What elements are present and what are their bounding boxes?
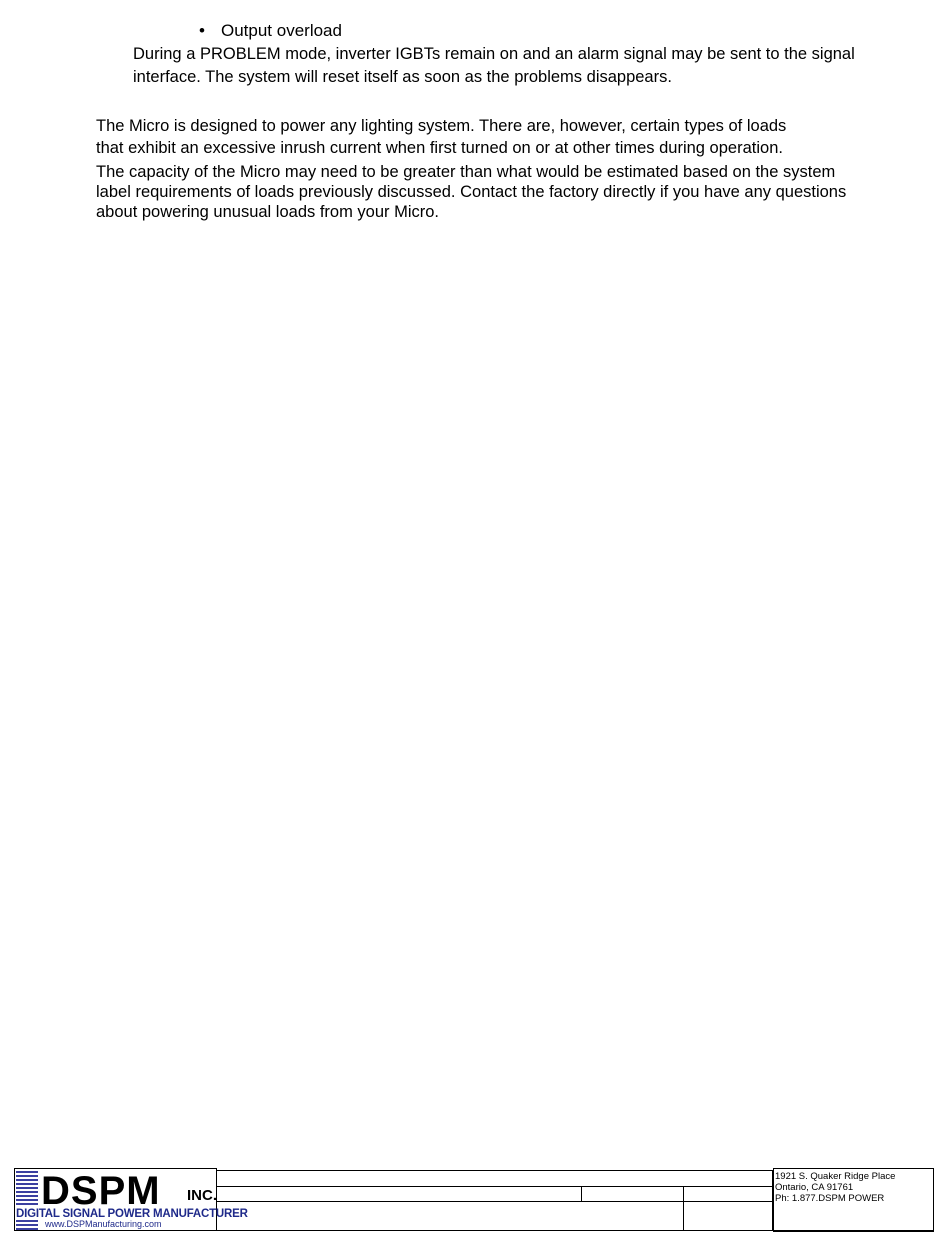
phone-number: Ph: 1.877.DSPM POWER [775,1193,885,1204]
grid-divider [581,1186,582,1201]
bullet-icon: • [199,21,205,40]
problem-mode-paragraph [133,43,855,89]
title-block-grid [216,1170,773,1231]
title-block-footer [14,1168,934,1231]
paragraph-line: about powering unusual loads from your Micro. [96,203,440,221]
logo-inc: INC. [187,1187,217,1204]
paragraph-line: The capacity of the Micro may need to be greater than what would be estimated based on the system [96,163,836,181]
paragraph-line: The Micro is designed to power any lighting system. There are, however, certain types of loads [96,117,787,135]
paragraph-line: interface. The system will reset itself as soon as the problems disappears. [133,68,672,86]
company-address [773,1168,934,1232]
logo-url: www.DSPManufacturing.com [45,1219,162,1229]
logo-stripes-icon [16,1171,38,1207]
grid-divider [216,1201,772,1202]
paragraph-line: that exhibit an excessive inrush current when first turned on or at other times during operation. [96,139,783,157]
grid-divider [683,1186,684,1230]
company-logo [14,1168,248,1231]
logo-wordmark: DSPM [41,1169,161,1213]
grid-divider [216,1186,772,1187]
micro-lighting-paragraph [96,115,786,159]
address-line: Ontario, CA 91761 [775,1182,854,1193]
bullet-item-output-overload [199,20,342,42]
address-line: 1921 S. Quaker Ridge Place [775,1171,896,1182]
logo-tagline: DIGITAL SIGNAL POWER MANUFACTURER [16,1208,248,1220]
capacity-paragraph [96,162,846,222]
paragraph-line: During a PROBLEM mode, inverter IGBTs remain on and an alarm signal may be sent to the signal [133,45,855,63]
paragraph-line: label requirements of loads previously discussed. Contact the factory directly if you have any questions [96,183,847,201]
logo-stripes-icon [16,1220,38,1230]
bullet-text: Output overload [221,21,342,40]
